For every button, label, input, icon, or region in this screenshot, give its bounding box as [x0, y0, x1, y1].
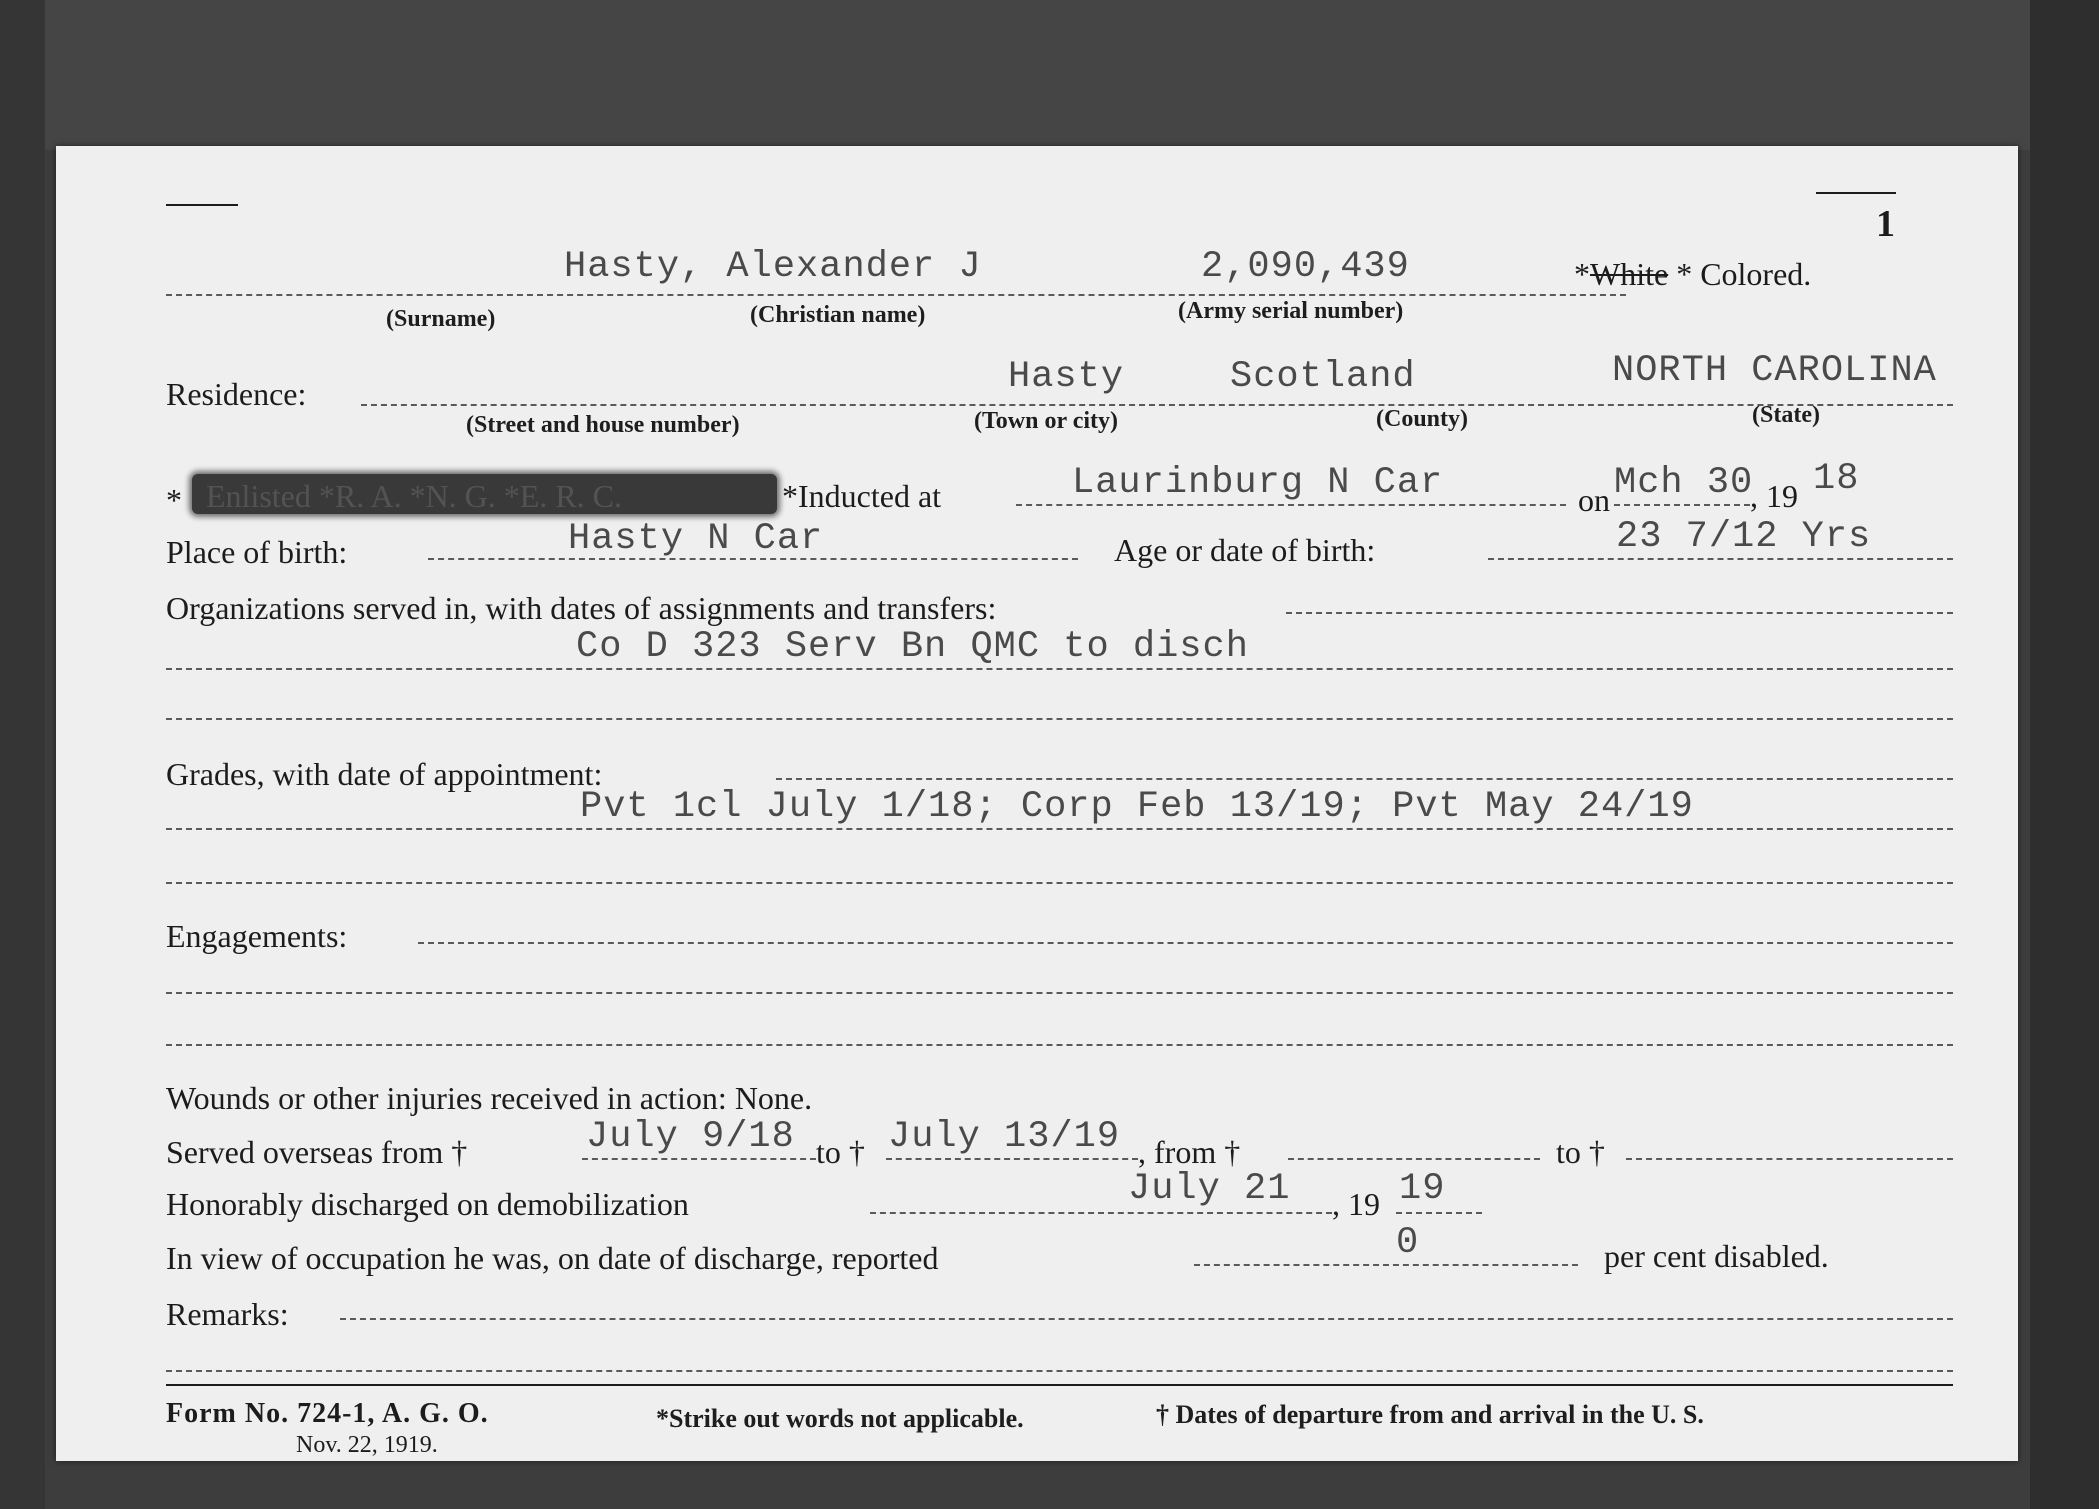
- enlisted-star: *: [166, 482, 182, 518]
- grades-typed: Pvt 1cl July 1/18; Corp Feb 13/19; Pvt May 24/19: [580, 786, 1694, 828]
- remarks-line-1: [340, 1318, 1953, 1320]
- top-left-rule: [166, 204, 238, 206]
- discharge-year-line: [1396, 1212, 1482, 1214]
- footer-rule: [166, 1384, 1953, 1386]
- organizations-label: Organizations served in, with dates of assignments and transfers:: [166, 590, 997, 626]
- place-of-birth-label: Place of birth:: [166, 534, 348, 570]
- residence-line: [361, 404, 1953, 406]
- dates-note: † Dates of departure from and arrival in the U. S.: [1156, 1400, 1704, 1429]
- age-typed: 23 7/12 Yrs: [1616, 516, 1872, 558]
- race-star: *: [1574, 256, 1590, 292]
- serial-number-caption: (Army serial number): [1178, 298, 1404, 324]
- service-record-card: [56, 146, 2018, 1461]
- grades-label: Grades, with date of appointment:: [166, 756, 603, 792]
- discharge-year-typed: 19: [1399, 1168, 1446, 1210]
- strike-note: *Strike out words not applicable.: [656, 1404, 1024, 1433]
- wounds-label: Wounds or other injuries received in action: None.: [166, 1080, 813, 1116]
- overseas-to2-label: to †: [1556, 1134, 1605, 1170]
- induction-place-line: [1016, 504, 1566, 506]
- on-label: on: [1578, 482, 1610, 518]
- race-white-struck: White: [1590, 256, 1669, 292]
- card-number: 1: [1876, 203, 1895, 245]
- organizations-line-3: [166, 718, 1953, 720]
- organizations-typed: Co D 323 Serv Bn QMC to disch: [576, 626, 1249, 668]
- overseas-from2-line: [1288, 1158, 1540, 1160]
- induction-date-typed: Mch 30: [1614, 462, 1754, 504]
- name-line: [166, 294, 1626, 296]
- enlisted-struck-text: Enlisted *R. A. *N. G. *E. R. C.: [206, 478, 623, 514]
- discharge-label: Honorably discharged on demobilization: [166, 1186, 689, 1222]
- remarks-label: Remarks:: [166, 1296, 289, 1332]
- grades-line-3: [166, 882, 1953, 884]
- serial-typed: 2,090,439: [1201, 246, 1410, 288]
- residence-county-typed: Scotland: [1230, 356, 1416, 398]
- county-caption: (County): [1376, 406, 1469, 432]
- discharge-year-prefix: , 19: [1332, 1186, 1380, 1222]
- overseas-from-line: [582, 1158, 816, 1160]
- scan-background-left: [0, 0, 45, 1509]
- form-date: Nov. 22, 1919.: [296, 1432, 438, 1458]
- scan-background-right: [2030, 0, 2099, 1509]
- induction-year-typed: 18: [1813, 458, 1860, 500]
- induction-year-prefix: , 19: [1750, 478, 1798, 514]
- christian-name-caption: (Christian name): [750, 302, 926, 328]
- surname-caption: (Surname): [386, 306, 496, 332]
- induction-date-line: [1614, 504, 1750, 506]
- overseas-from2-label: , from †: [1138, 1134, 1241, 1170]
- remarks-line-2: [166, 1370, 1953, 1372]
- residence-state-typed: NORTH CAROLINA: [1612, 350, 1937, 392]
- town-caption: (Town or city): [974, 408, 1118, 434]
- overseas-from-label: Served overseas from †: [166, 1134, 468, 1170]
- place-of-birth-line: [428, 558, 1078, 560]
- overseas-to-typed: July 13/19: [888, 1116, 1121, 1158]
- overseas-to-line: [886, 1158, 1138, 1160]
- age-label: Age or date of birth:: [1114, 532, 1376, 568]
- organizations-line-1: [1286, 612, 1953, 614]
- disability-suffix: per cent disabled.: [1604, 1238, 1829, 1274]
- name-typed: Hasty, Alexander J: [564, 246, 982, 288]
- form-number: Form No. 724-1, A. G. O.: [166, 1398, 489, 1429]
- inducted-label: *Inducted at: [782, 478, 942, 514]
- engagements-line-2: [166, 992, 1953, 994]
- disability-line: [1194, 1264, 1578, 1266]
- overseas-from-typed: July 9/18: [586, 1116, 795, 1158]
- street-caption: (Street and house number): [466, 412, 740, 438]
- race-colored: * Colored.: [1676, 256, 1812, 292]
- enlisted-redaction: [192, 474, 777, 514]
- grades-line-1: [776, 778, 1953, 780]
- induction-place-typed: Laurinburg N Car: [1072, 462, 1444, 504]
- state-caption: (State): [1752, 402, 1820, 428]
- overseas-to2-line: [1626, 1158, 1953, 1160]
- discharge-date-typed: July 21: [1128, 1168, 1291, 1210]
- grades-line-2: [166, 828, 1953, 830]
- residence-town-typed: Hasty: [1008, 356, 1125, 398]
- place-of-birth-typed: Hasty N Car: [568, 518, 824, 560]
- scan-background-top: [0, 0, 2099, 150]
- organizations-line-2: [166, 668, 1953, 670]
- residence-label: Residence:: [166, 376, 307, 412]
- engagements-line-1: [418, 942, 1953, 944]
- race-field: [1574, 256, 1811, 293]
- age-line: [1488, 558, 1953, 560]
- top-right-rule: [1816, 192, 1896, 194]
- disability-percent-typed: 0: [1396, 1222, 1420, 1264]
- engagements-label: Engagements:: [166, 918, 348, 954]
- overseas-to-label: to †: [816, 1134, 865, 1170]
- disability-label: In view of occupation he was, on date of discharge, reported: [166, 1240, 939, 1276]
- discharge-date-line: [870, 1212, 1332, 1214]
- engagements-line-3: [166, 1044, 1953, 1046]
